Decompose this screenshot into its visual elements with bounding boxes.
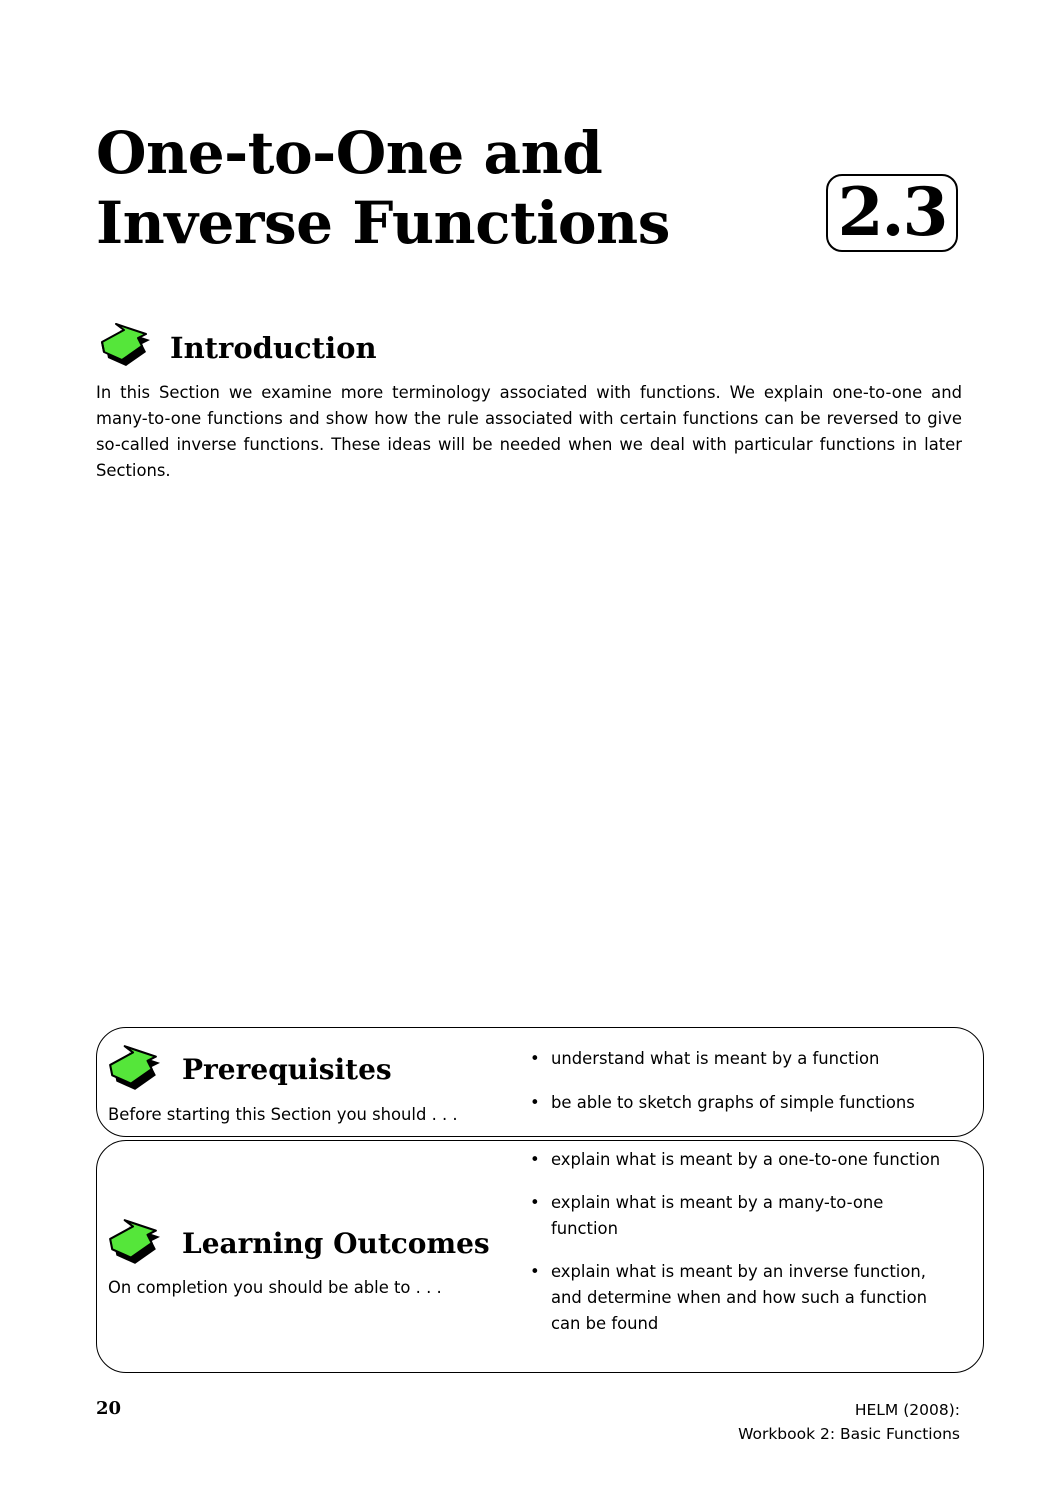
list-item — [530, 1046, 960, 1072]
learning-outcomes-heading: Learning Outcomes — [182, 1227, 490, 1260]
footer-source — [738, 1398, 960, 1446]
list-item-text: explain what is meant by an inverse function, and determine when and how such a function can be found — [551, 1262, 927, 1333]
footer-publication: HELM (2008): — [854, 1401, 960, 1419]
green-arrow-icon — [98, 318, 150, 370]
bullet: • — [530, 1150, 540, 1169]
bullet: • — [530, 1093, 540, 1112]
bullet: • — [530, 1049, 540, 1068]
introduction-heading: Introduction — [170, 331, 377, 365]
green-arrow-icon — [106, 1040, 160, 1094]
footer-workbook: Workbook 2: Basic Functions — [738, 1425, 960, 1443]
list-item-text: explain what is meant by a many-to-one function — [551, 1193, 884, 1238]
bullet: • — [530, 1193, 540, 1212]
prerequisites-lead: Before starting this Section you should . . . — [108, 1105, 458, 1124]
list-item — [530, 1090, 960, 1116]
learning-outcomes-list — [530, 1147, 950, 1337]
prerequisites-heading: Prerequisites — [182, 1053, 392, 1086]
list-item-text: explain what is meant by a one-to-one function — [551, 1150, 941, 1169]
list-item-text: understand what is meant by a function — [551, 1049, 880, 1068]
page-number: 20 — [96, 1398, 122, 1419]
introduction-text: In this Section we examine more terminology associated with functions. We explain one-to-one and many-to-one functions and show how the rule associated with certain functions can be reversed to give so-called inverse functions. These ideas will be needed when we deal with particular functions in later Sections. — [96, 383, 962, 480]
green-arrow-icon — [106, 1214, 160, 1268]
list-item — [530, 1190, 950, 1242]
list-item — [530, 1259, 950, 1337]
section-number: 2.3 — [837, 173, 947, 251]
bullet: • — [530, 1262, 540, 1281]
learning-outcomes-lead: On completion you should be able to . . . — [108, 1278, 442, 1297]
page-title — [96, 118, 670, 258]
page-title-line-2: Inverse Functions — [96, 189, 670, 257]
page-title-line-1: One-to-One and — [96, 119, 603, 187]
list-item — [530, 1147, 950, 1173]
list-item-text: be able to sketch graphs of simple functions — [551, 1093, 915, 1112]
prerequisites-list — [530, 1046, 960, 1116]
